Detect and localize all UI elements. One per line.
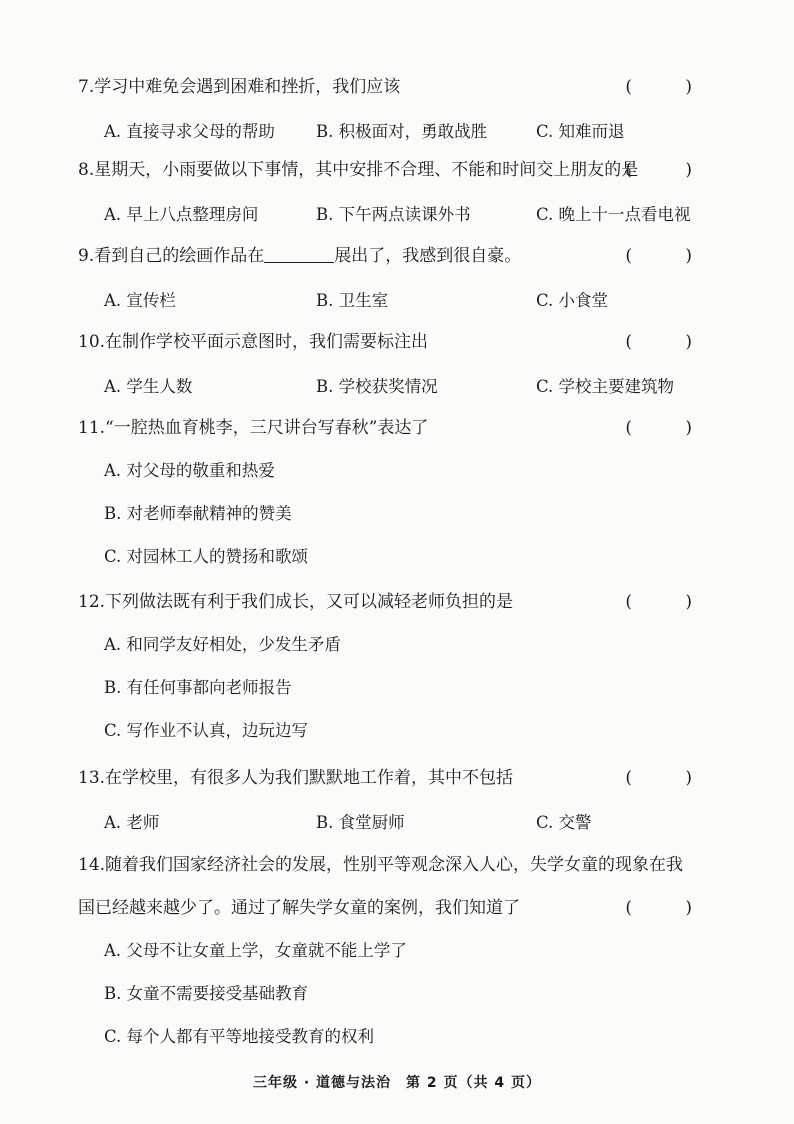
question-text: 在学校里，有很多人为我们默默地工作着，其中不包括 <box>105 768 514 788</box>
question-stem <box>78 245 738 267</box>
question-number: 9. <box>78 246 95 266</box>
options-row <box>78 373 738 395</box>
question-14 <box>78 854 738 1048</box>
answer-bracket: ( ) <box>625 246 716 266</box>
option-b: B. 食堂厨师 <box>316 813 405 832</box>
options-row <box>78 201 738 223</box>
question-stem <box>78 767 738 789</box>
question-7 <box>78 76 738 140</box>
question-number: 12. <box>78 592 106 612</box>
question-text: 星期天，小雨要做以下事情，其中安排不合理、不能和时间交上朋友的是 <box>94 160 639 180</box>
answer-bracket: ( ) <box>625 332 716 352</box>
answer-bracket: ( ) <box>625 418 716 438</box>
question-number: 8. <box>78 160 95 180</box>
question-13 <box>78 767 738 831</box>
question-text-line-1: 随着我们国家经济社会的发展，性别平等观念深入人心，失学女童的现象在我 <box>105 855 684 875</box>
answer-bracket: ( ) <box>625 160 716 180</box>
question-number: 14. <box>78 855 106 875</box>
question-text-line-2: 国已经越来越少了。通过了解失学女童的案例，我们知道了 <box>78 898 520 918</box>
options-row <box>78 809 738 831</box>
option-b: B. 积极面对，勇敢战胜 <box>316 122 488 141</box>
question-text: 学习中难免会遇到困难和挫折，我们应该 <box>94 77 401 97</box>
answer-bracket: ( ) <box>625 592 716 612</box>
question-text-after: 展出了，我感到很自豪。 <box>334 246 522 266</box>
option-a: A. 早上八点整理房间 <box>104 205 259 224</box>
option-c: C. 学校主要建筑物 <box>536 377 675 396</box>
question-10 <box>78 331 738 395</box>
question-stem-line-1 <box>78 854 738 876</box>
question-9 <box>78 245 738 309</box>
option-c: C. 对园林工人的赞扬和歌颂 <box>104 547 309 566</box>
question-stem <box>78 417 738 439</box>
question-stem <box>78 591 738 613</box>
option-a: A. 和同学友好相处，少发生矛盾 <box>104 635 341 654</box>
option-a: A. 对父母的敬重和热爱 <box>104 461 275 480</box>
question-stem-line-2 <box>78 897 738 919</box>
answer-bracket: ( ) <box>625 77 716 97</box>
question-text: 在制作学校平面示意图时，我们需要标注出 <box>105 332 429 352</box>
question-stem <box>78 76 738 98</box>
option-a: A. 学生人数 <box>104 377 193 396</box>
question-text-before: 看到自己的绘画作品在 <box>94 246 265 266</box>
option-b: B. 下午两点读课外书 <box>316 205 471 224</box>
option-b: B. 女童不需要接受基础教育 <box>104 984 309 1003</box>
question-number: 10. <box>78 332 106 352</box>
question-number: 11. <box>78 418 106 438</box>
question-number: 7. <box>78 77 95 97</box>
option-c: C. 每个人都有平等地接受教育的权利 <box>104 1027 375 1046</box>
page-footer: 三年级 · 道德与法治 第 2 页（共 4 页） <box>252 1075 542 1091</box>
option-b: B. 卫生室 <box>316 291 389 310</box>
option-c: C. 晚上十一点看电视 <box>536 205 691 224</box>
answer-bracket: ( ) <box>625 768 716 788</box>
option-c: C. 写作业不认真，边玩边写 <box>104 721 309 740</box>
question-stem <box>78 331 738 353</box>
question-number: 13. <box>78 768 106 788</box>
option-a: A. 父母不让女童上学，女童就不能上学了 <box>104 941 407 960</box>
question-text: “一腔热血育桃李，三尺讲台写春秋”表达了 <box>105 418 429 438</box>
option-c: C. 知难而退 <box>536 122 625 141</box>
question-11 <box>78 417 738 568</box>
option-c: C. 小食堂 <box>536 291 609 310</box>
question-12 <box>78 591 738 742</box>
question-8 <box>78 159 738 223</box>
options-row <box>78 287 738 309</box>
option-a: A. 直接寻求父母的帮助 <box>104 122 275 141</box>
question-text: 下列做法既有利于我们成长，又可以减轻老师负担的是 <box>105 592 514 612</box>
option-b: B. 学校获奖情况 <box>316 377 438 396</box>
fill-blank <box>264 246 334 263</box>
answer-bracket: ( ) <box>625 898 716 918</box>
option-a: A. 老师 <box>104 813 160 832</box>
question-stem <box>78 159 738 181</box>
options-row <box>78 118 738 140</box>
option-b: B. 对老师奉献精神的赞美 <box>104 504 292 523</box>
option-b: B. 有任何事都向老师报告 <box>104 678 292 697</box>
option-a: A. 宣传栏 <box>104 291 176 310</box>
option-c: C. 交警 <box>536 813 592 832</box>
